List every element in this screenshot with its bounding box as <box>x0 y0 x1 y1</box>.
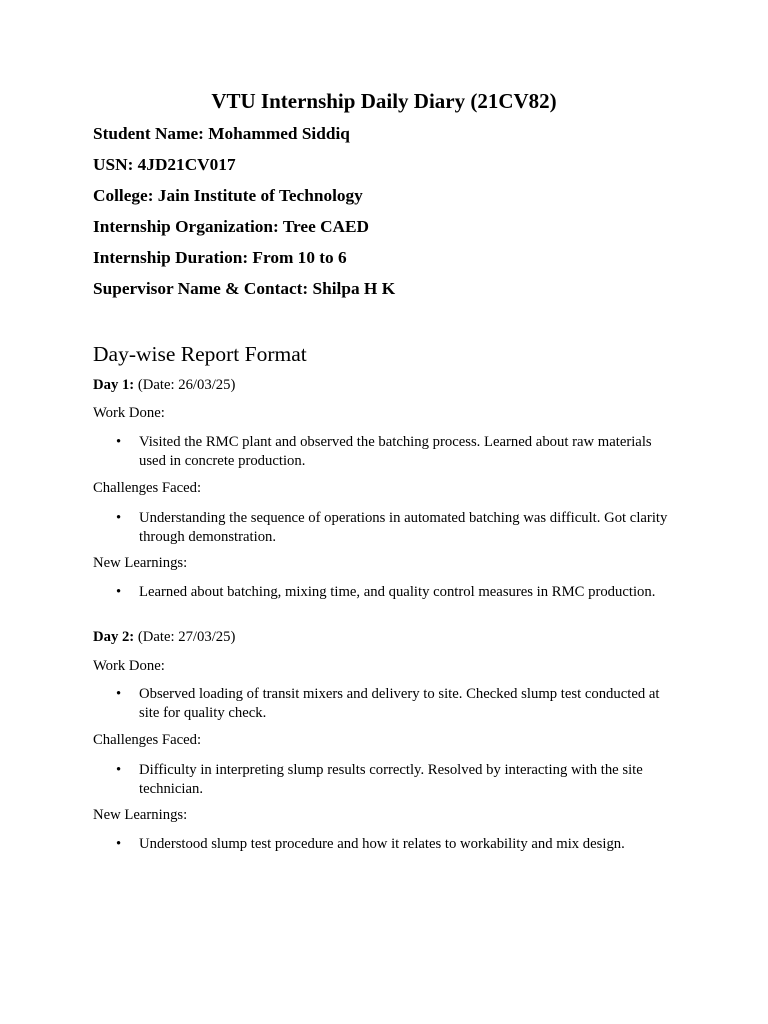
bullet-text: Understood slump test procedure and how it relates to workability and mix design. <box>139 836 625 852</box>
day-1-learnings-label: New Learnings: <box>93 555 188 571</box>
bullet-text: Visited the RMC plant and observed the batching process. Learned about raw materials used in concrete production. <box>139 434 652 469</box>
meta-label: Internship Organization: <box>93 217 279 236</box>
meta-usn <box>93 154 236 176</box>
day-1-work-done-item <box>93 433 693 470</box>
bullet-text: Observed loading of transit mixers and delivery to site. Checked slump test conducted at site for quality check. <box>139 686 660 721</box>
meta-college <box>93 185 363 207</box>
meta-label: Internship Duration: <box>93 248 249 267</box>
meta-label: Student Name: <box>93 124 204 143</box>
meta-value: Jain Institute of Technology <box>157 186 363 205</box>
meta-label: College: <box>93 186 154 205</box>
meta-label: USN: <box>93 155 134 174</box>
bullet-icon: • <box>116 686 122 702</box>
meta-value: Tree CAED <box>282 217 370 236</box>
day-1-challenges-item <box>93 509 693 546</box>
meta-value: Shilpa H K <box>312 279 396 298</box>
bullet-icon: • <box>116 836 122 852</box>
day-2-challenges-label: Challenges Faced: <box>93 732 202 748</box>
section-heading: Day-wise Report Format <box>93 342 307 366</box>
day-1-work-done-label: Work Done: <box>93 405 165 421</box>
bullet-text: Difficulty in interpreting slump results correctly. Resolved by interacting with the site technician. <box>139 762 643 797</box>
day-2-learnings-item <box>93 835 693 854</box>
day-2-challenges-item <box>93 761 693 798</box>
day-date: (Date: 27/03/25) <box>137 629 236 645</box>
day-1-learnings-item <box>93 583 693 602</box>
meta-supervisor <box>93 278 395 300</box>
day-2-learnings-label: New Learnings: <box>93 807 188 823</box>
day-2-work-done-label: Work Done: <box>93 658 165 674</box>
meta-value: 4JD21CV017 <box>137 155 236 174</box>
meta-duration <box>93 247 347 269</box>
day-date: (Date: 26/03/25) <box>137 377 236 393</box>
day-2-work-done-item <box>93 685 693 722</box>
bullet-icon: • <box>116 762 122 778</box>
day-2-header <box>93 628 235 646</box>
bullet-text: Learned about batching, mixing time, and quality control measures in RMC production. <box>139 584 656 600</box>
meta-value: From 10 to 6 <box>252 248 347 267</box>
meta-label: Supervisor Name & Contact: <box>93 279 309 298</box>
bullet-icon: • <box>116 510 122 526</box>
day-label: Day 1: <box>93 377 135 393</box>
meta-value: Mohammed Siddiq <box>208 124 350 143</box>
document-title: VTU Internship Daily Diary (21CV82) <box>211 89 557 113</box>
meta-organization <box>93 216 369 238</box>
day-1-challenges-label: Challenges Faced: <box>93 480 202 496</box>
day-1-header <box>93 376 235 394</box>
meta-student-name <box>93 123 350 145</box>
day-label: Day 2: <box>93 629 135 645</box>
bullet-icon: • <box>116 434 122 450</box>
bullet-text: Understanding the sequence of operations in automated batching was difficult. Got clarity through demonstration. <box>139 510 668 545</box>
bullet-icon: • <box>116 584 122 600</box>
